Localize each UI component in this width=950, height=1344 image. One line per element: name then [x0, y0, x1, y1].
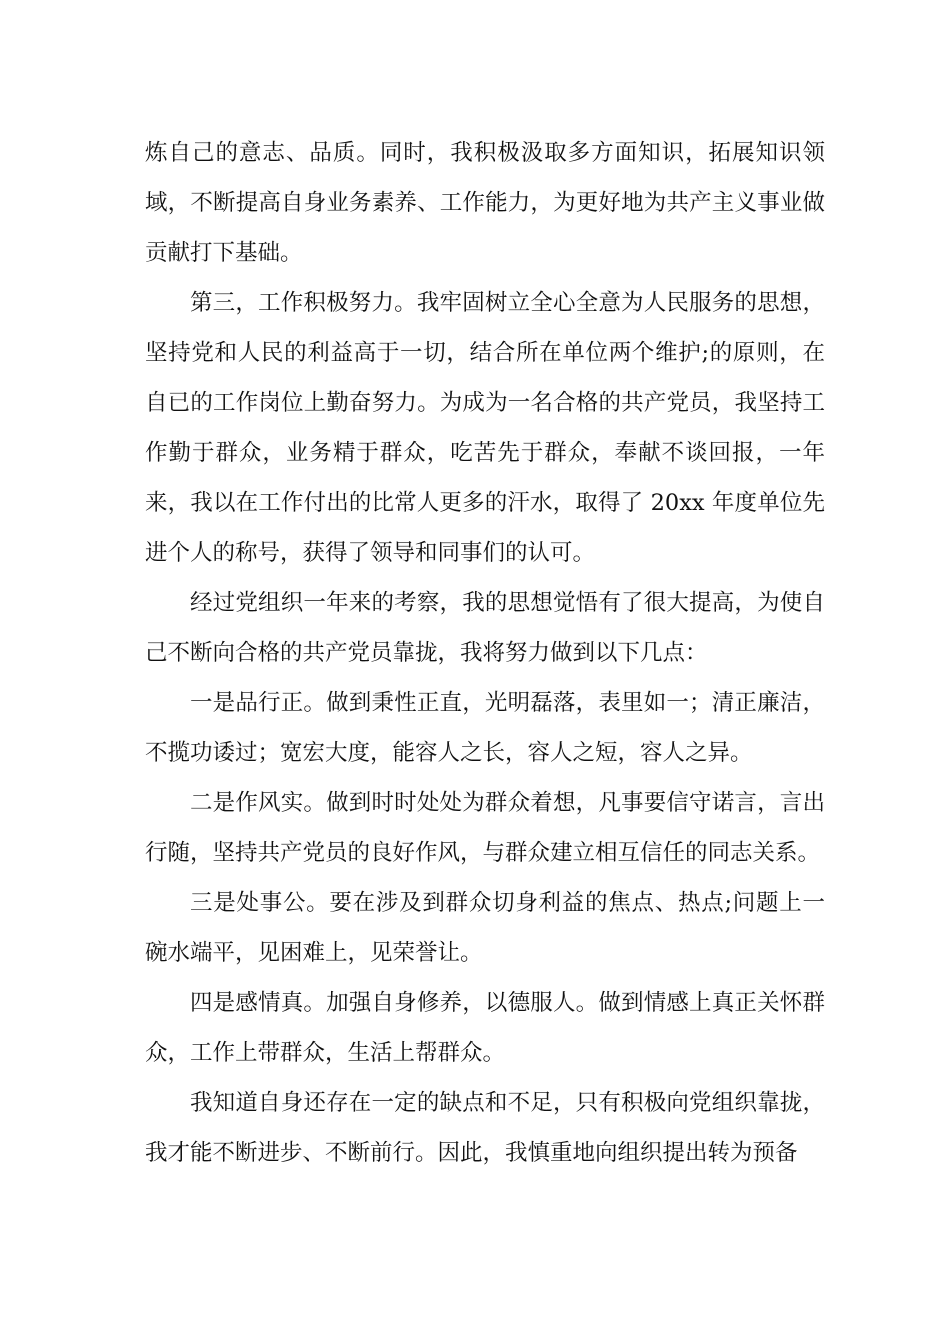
paragraph-1: 炼自己的意志、品质。同时，我积极汲取多方面知识，拓展知识领域，不断提高自身业务素养、工作能力，为更好地为共产主义事业做贡献打下基础。 — [145, 140, 825, 266]
paragraph-8: 我知道自身还存在一定的缺点和不足，只有积极向党组织靠拢，我才能不断进步、不断前行。因此，我慎重地向组织提出转为预备 — [145, 1090, 825, 1166]
paragraph-3: 经过党组织一年来的考察，我的思想觉悟有了很大提高，为使自己不断向合格的共产党员靠拢，我将努力做到以下几点： — [145, 590, 825, 666]
paragraph-2: 第三，工作积极努力。我牢固树立全心全意为人民服务的思想，坚持党和人民的利益高于一切，结合所在单位两个维护;的原则，在自已的工作岗位上勤奋努力。为成为一名合格的共产党员，我坚持工作勤于群众，业务精于群众，吃苦先于群众，奉献不谈回报，一年来，我以在工作付出的比常人更多的汗水，取得了 20xx 年度单位先进个人的称号，获得了领导和同事们的认可。 — [145, 290, 825, 566]
paragraph-4: 一是品行正。做到秉性正直，光明磊落，表里如一；清正廉洁，不揽功诿过；宽宏大度，能容人之长，容人之短，容人之异。 — [145, 690, 825, 766]
document-page — [145, 128, 825, 1178]
paragraph-7: 四是感情真。加强自身修养，以德服人。做到情感上真正关怀群众，工作上带群众，生活上帮群众。 — [145, 990, 825, 1066]
paragraph-5: 二是作风实。做到时时处处为群众着想，凡事要信守诺言，言出行随，坚持共产党员的良好作风，与群众建立相互信任的同志关系。 — [145, 790, 825, 866]
paragraph-6: 三是处事公。要在涉及到群众切身利益的焦点、热点;问题上一碗水端平，见困难上，见荣誉让。 — [145, 890, 825, 966]
